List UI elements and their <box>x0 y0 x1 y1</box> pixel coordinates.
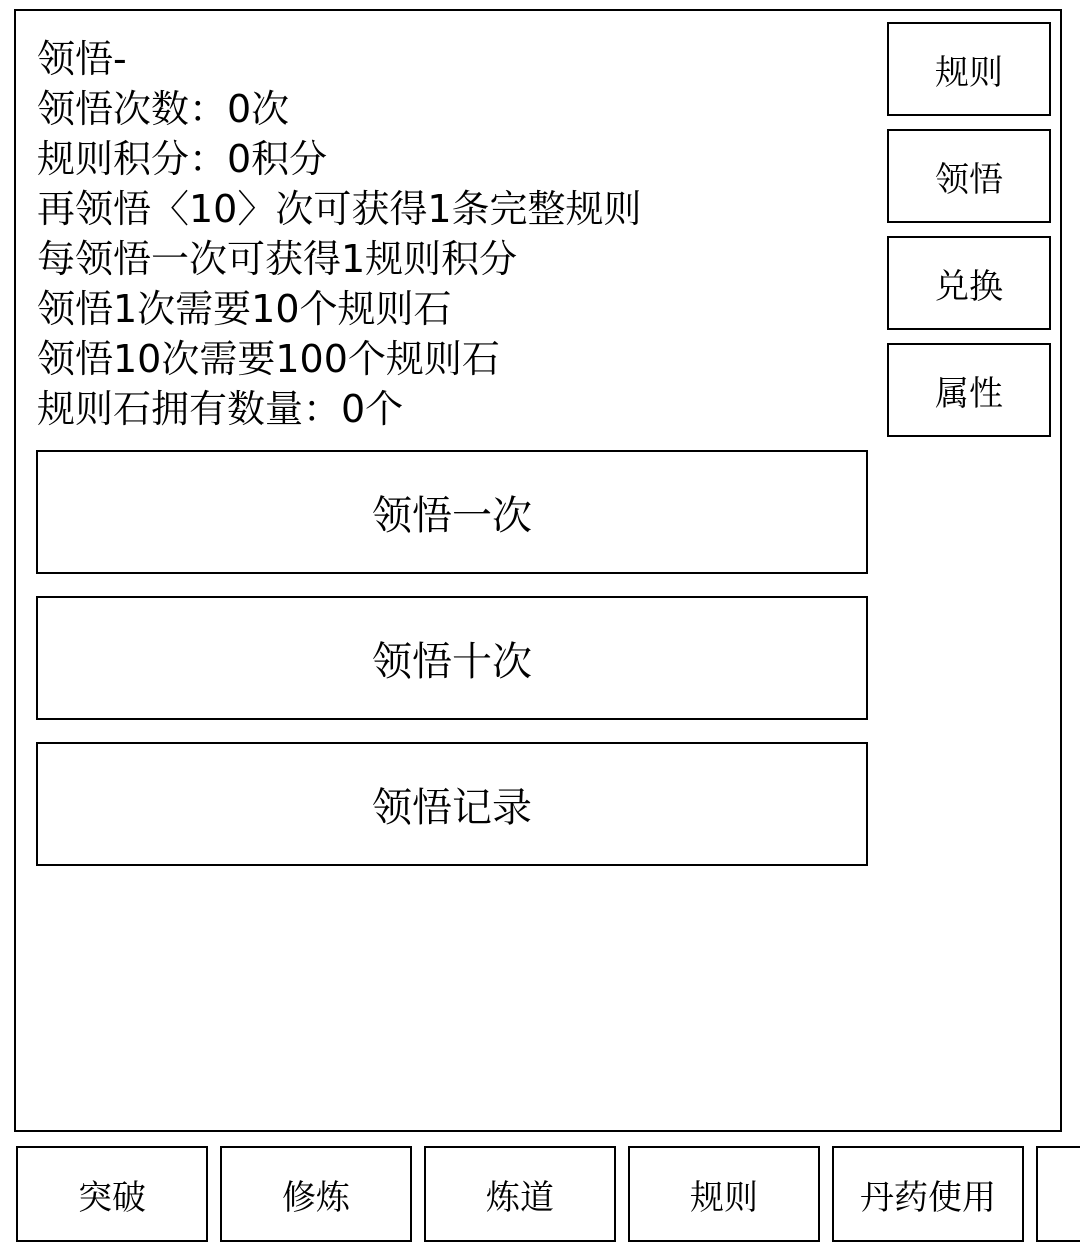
next-reward-info: 再领悟〈10〉次可获得1条完整规则 <box>37 187 642 231</box>
info-title: 领悟- <box>37 37 127 81</box>
nav-rules-button[interactable]: 规则 <box>628 1146 820 1242</box>
attributes-button[interactable]: 属性 <box>887 343 1051 437</box>
per-reward-info: 每领悟一次可获得1规则积分 <box>37 237 518 281</box>
comprehend-tab-button[interactable]: 领悟 <box>887 129 1051 223</box>
cost-ten-info: 领悟10次需要100个规则石 <box>37 337 500 381</box>
rule-points: 规则积分：0积分 <box>37 137 328 181</box>
nav-pill-use-button[interactable]: 丹药使用 <box>832 1146 1024 1242</box>
comprehend-ten-button[interactable]: 领悟十次 <box>36 596 868 720</box>
comprehend-count: 领悟次数：0次 <box>37 87 290 131</box>
nav-breakthrough-button[interactable]: 突破 <box>16 1146 208 1242</box>
info-section <box>37 34 867 434</box>
bottom-nav <box>0 1146 1080 1246</box>
comprehend-record-button[interactable]: 领悟记录 <box>36 742 868 866</box>
nav-more-button[interactable] <box>1036 1146 1080 1242</box>
nav-cultivate-button[interactable]: 修炼 <box>220 1146 412 1242</box>
cost-one-info: 领悟1次需要10个规则石 <box>37 287 452 331</box>
rules-button[interactable]: 规则 <box>887 22 1051 116</box>
exchange-button[interactable]: 兑换 <box>887 236 1051 330</box>
comprehend-once-button[interactable]: 领悟一次 <box>36 450 868 574</box>
nav-refine-dao-button[interactable]: 炼道 <box>424 1146 616 1242</box>
stones-owned: 规则石拥有数量：0个 <box>37 387 404 431</box>
